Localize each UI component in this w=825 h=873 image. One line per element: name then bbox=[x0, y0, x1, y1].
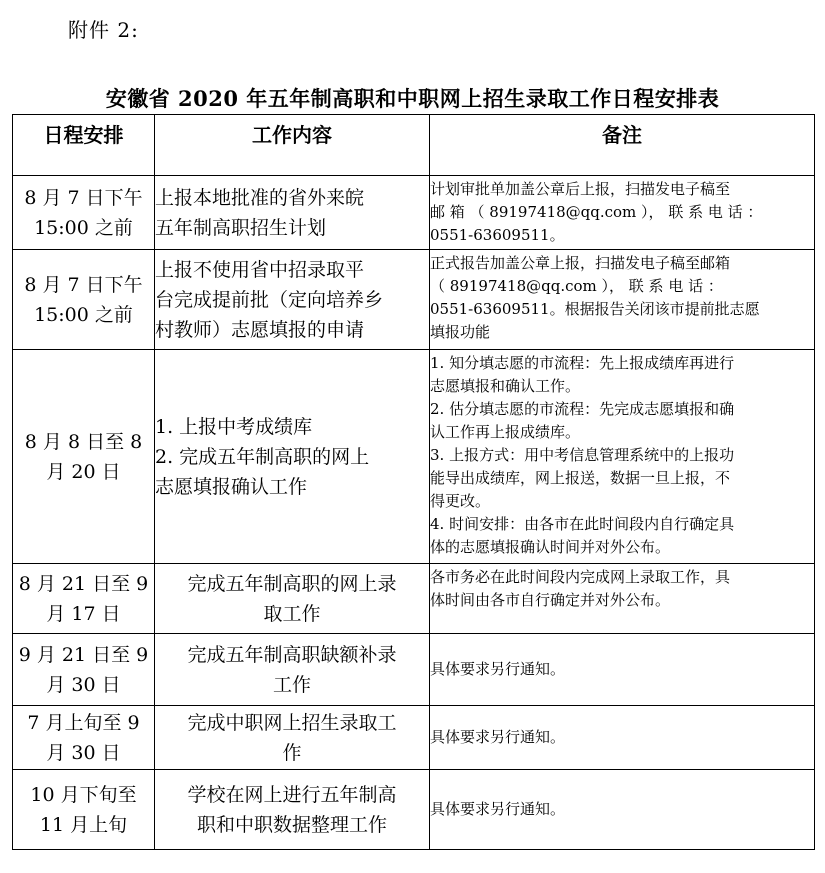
row-note bbox=[430, 564, 815, 634]
row-date bbox=[13, 706, 155, 770]
row-date bbox=[13, 564, 155, 634]
row-date-line: 月 30 日 bbox=[46, 673, 121, 696]
row-work-line: 台完成提前批（定向培养乡 bbox=[155, 288, 384, 311]
schedule-table bbox=[12, 114, 815, 850]
row-note bbox=[430, 250, 815, 350]
row-note-line: 邮 箱 （ 89197418@qq.com ）， 联 系 电 话 ： bbox=[430, 203, 763, 221]
row-date-line: 8 月 7 日下午 bbox=[24, 186, 143, 209]
row-note-line: 3. 上报方式：用中考信息管理系统中的上报功 bbox=[430, 446, 735, 464]
row-date-line: 月 20 日 bbox=[46, 460, 121, 483]
row-work bbox=[155, 634, 430, 706]
row-note bbox=[430, 350, 815, 564]
header-work: 工作内容 bbox=[155, 115, 430, 176]
row-work-line: 完成中职网上招生录取工 bbox=[187, 711, 397, 734]
row-work-line: 完成五年制高职的网上录 bbox=[187, 572, 397, 595]
row-note-line: 得更改。 bbox=[430, 492, 491, 510]
header-date: 日程安排 bbox=[13, 115, 155, 176]
row-date-line: 8 月 21 日至 9 bbox=[18, 572, 149, 595]
row-note-line: 填报功能 bbox=[430, 323, 491, 341]
row-note bbox=[430, 634, 815, 706]
row-note-line: 0551-63609511。 bbox=[430, 226, 565, 244]
row-date-line: 7 月上旬至 9 bbox=[27, 711, 140, 734]
row-work-line: 五年制高职招生计划 bbox=[155, 216, 327, 239]
row-note-line: 具体要求另行通知。 bbox=[430, 800, 566, 818]
table-header-row bbox=[13, 115, 815, 176]
table-row bbox=[13, 564, 815, 634]
row-work-line: 取工作 bbox=[263, 602, 321, 625]
row-note-line: 2. 估分填志愿的市流程：先完成志愿填报和确 bbox=[430, 400, 735, 418]
row-note-line: 能导出成绩库，网上报送，数据一旦上报，不 bbox=[430, 469, 731, 487]
row-date bbox=[13, 350, 155, 564]
row-note-line: （ 89197418@qq.com ）， 联 系 电 话 ： bbox=[430, 277, 723, 295]
row-note-line: 各市务必在此时间段内完成网上录取工作，具 bbox=[430, 568, 731, 586]
row-work bbox=[155, 770, 430, 850]
row-note-line: 具体要求另行通知。 bbox=[430, 728, 566, 746]
row-note-line: 体时间由各市自行确定并对外公布。 bbox=[430, 591, 671, 609]
row-date-line: 月 30 日 bbox=[46, 741, 121, 764]
row-work-line: 完成五年制高职缺额补录 bbox=[187, 643, 397, 666]
header-note: 备注 bbox=[430, 115, 815, 176]
row-date-line: 8 月 7 日下午 bbox=[24, 273, 143, 296]
table-row bbox=[13, 250, 815, 350]
row-work-line: 作 bbox=[282, 741, 302, 764]
row-note-line: 志愿填报和确认工作。 bbox=[430, 377, 581, 395]
row-note bbox=[430, 176, 815, 250]
row-work-line: 上报不使用省中招录取平 bbox=[155, 258, 365, 281]
row-note-line: 1. 知分填志愿的市流程：先上报成绩库再进行 bbox=[430, 354, 735, 372]
table-row bbox=[13, 634, 815, 706]
table-row bbox=[13, 770, 815, 850]
row-work-line: 1. 上报中考成绩库 bbox=[155, 415, 313, 438]
row-work-line: 志愿填报确认工作 bbox=[155, 475, 308, 498]
row-note-line: 体的志愿填报确认时间并对外公布。 bbox=[430, 538, 671, 556]
row-note-line: 4. 时间安排：由各市在此时间段内自行确定具 bbox=[430, 515, 735, 533]
row-note-line: 认工作再上报成绩库。 bbox=[430, 423, 581, 441]
table-row bbox=[13, 176, 815, 250]
row-note-line: 正式报告加盖公章上报，扫描发电子稿至邮箱 bbox=[430, 254, 731, 272]
row-work-line: 学校在网上进行五年制高 bbox=[187, 783, 397, 806]
row-date-line: 10 月下旬至 bbox=[30, 783, 137, 806]
row-work-line: 上报本地批准的省外来皖 bbox=[155, 186, 365, 209]
row-note bbox=[430, 770, 815, 850]
row-work bbox=[155, 706, 430, 770]
table-row bbox=[13, 350, 815, 564]
row-date-line: 月 17 日 bbox=[46, 602, 121, 625]
row-date-line: 15:00 之前 bbox=[34, 216, 133, 239]
row-work bbox=[155, 176, 430, 250]
row-date-line: 8 月 8 日至 8 bbox=[24, 430, 143, 453]
row-work bbox=[155, 564, 430, 634]
row-note-line: 具体要求另行通知。 bbox=[430, 660, 566, 678]
page-title: 安徽省 2020 年五年制高职和中职网上招生录取工作日程安排表 bbox=[105, 86, 720, 111]
row-work-line: 工作 bbox=[272, 673, 311, 696]
row-date bbox=[13, 250, 155, 350]
row-date-line: 15:00 之前 bbox=[34, 303, 133, 326]
row-work-line: 村教师）志愿填报的申请 bbox=[155, 318, 365, 341]
row-work-line: 2. 完成五年制高职的网上 bbox=[155, 445, 370, 468]
row-date-line: 11 月上旬 bbox=[39, 813, 128, 836]
row-note-line: 计划审批单加盖公章后上报，扫描发电子稿至 bbox=[430, 180, 731, 198]
table-row bbox=[13, 706, 815, 770]
row-note bbox=[430, 706, 815, 770]
attachment-label: 附件 2: bbox=[68, 18, 139, 42]
row-work bbox=[155, 250, 430, 350]
row-date-line: 9 月 21 日至 9 bbox=[18, 643, 149, 666]
row-date bbox=[13, 770, 155, 850]
row-work-line: 职和中职数据整理工作 bbox=[196, 813, 387, 836]
row-date bbox=[13, 634, 155, 706]
row-date bbox=[13, 176, 155, 250]
row-note-line: 0551-63609511。根据报告关闭该市提前批志愿 bbox=[430, 300, 760, 318]
row-work bbox=[155, 350, 430, 564]
